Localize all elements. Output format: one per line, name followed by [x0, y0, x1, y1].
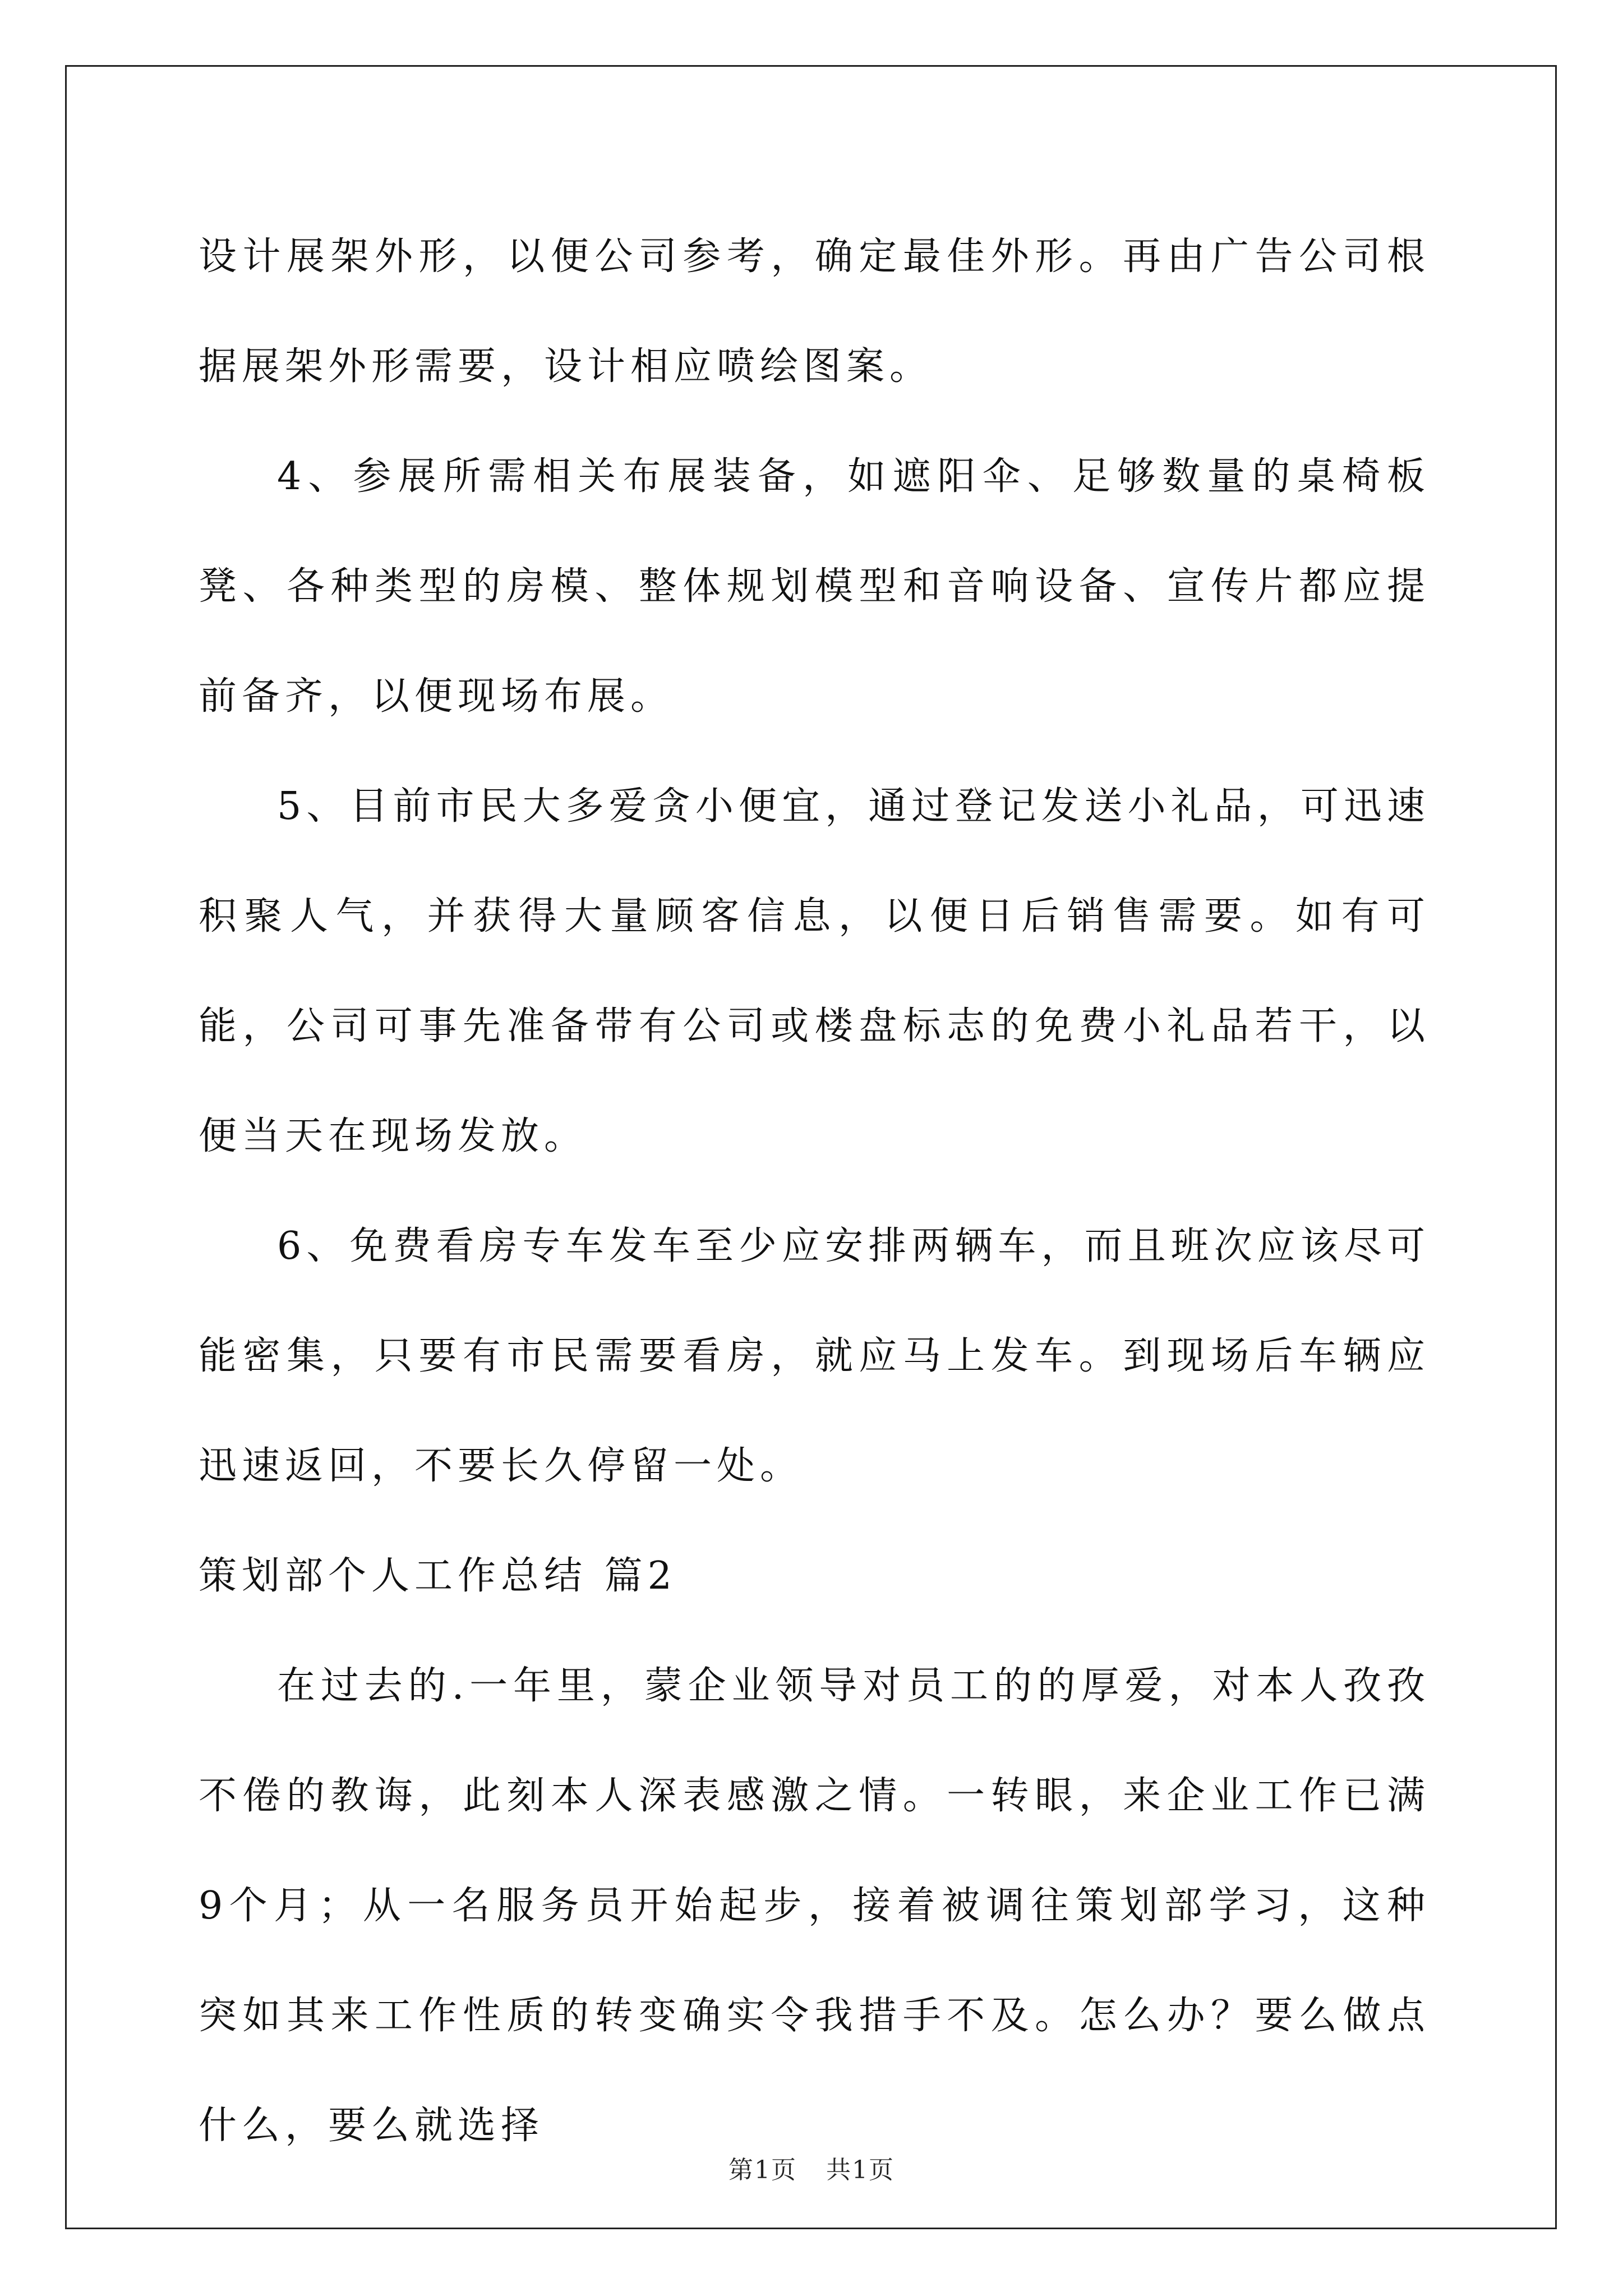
paragraph-item-4: 4、参展所需相关布展装备，如遮阳伞、足够数量的桌椅板凳、各种类型的房模、整体规划模型和音响设备、宣传片都应提前备齐，以便现场布展。 [199, 454, 1430, 719]
paragraph-section-intro: 在过去的.一年里，蒙企业领导对员工的的厚爱，对本人孜孜不倦的教诲，此刻本人深表感激之情。一转眼，来企业工作已满9个月；从一名服务员开始起步，接着被调往策划部学习，这种突如其来工作性质的转变确实令我措手不及。怎么办？要么做点什么，要么就选择 [199, 1664, 1430, 2148]
paragraph-item-6: 6、免费看房专车发车至少应安排两辆车，而且班次应该尽可能密集，只要有市民需要看房，就应马上发车。到现场后车辆应迅速返回，不要长久停留一处。 [199, 1224, 1430, 1488]
page-footer [0, 2150, 1623, 2185]
paragraph-continuation: 设计展架外形，以便公司参考，确定最佳外形。再由广告公司根据展架外形需要，设计相应喷绘图案。 [199, 234, 1430, 389]
section-heading: 策划部个人工作总结 篇2 [199, 1554, 677, 1598]
page-number-current: 第1页 [728, 2156, 797, 2184]
document-body [199, 202, 1430, 2181]
page-number-total: 共1页 [826, 2156, 895, 2184]
paragraph-item-5: 5、目前市民大多爱贪小便宜，通过登记发送小礼品，可迅速积聚人气，并获得大量顾客信息，以便日后销售需要。如有可能，公司可事先准备带有公司或楼盘标志的免费小礼品若干，以便当天在现场发放。 [199, 784, 1430, 1158]
